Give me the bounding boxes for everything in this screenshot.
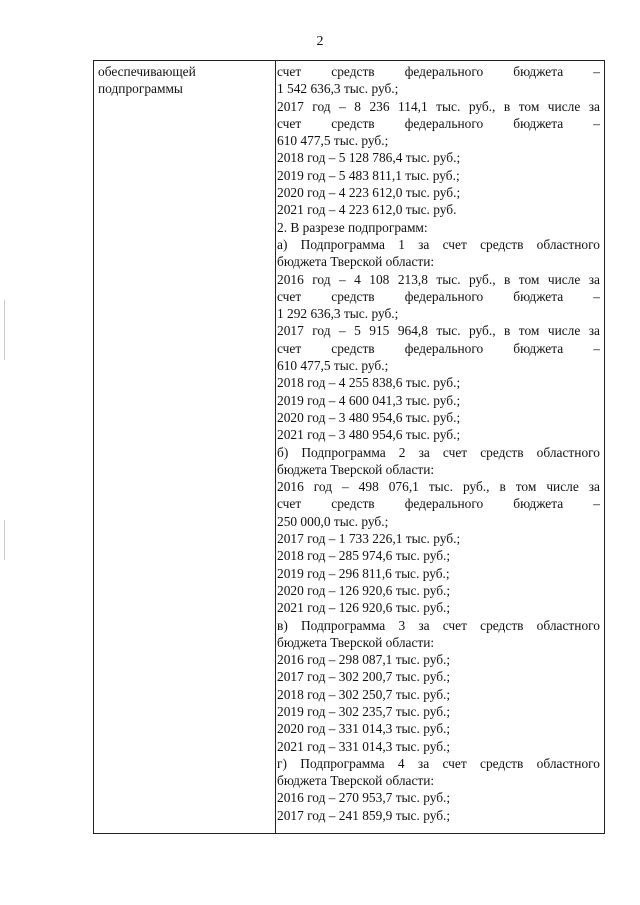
right-cell-line: 2016 год – 298 087,1 тыс. руб.; — [277, 652, 451, 668]
right-cell-line: 2016 год – 270 953,7 тыс. руб.; — [277, 790, 451, 806]
document-table — [93, 60, 605, 834]
right-cell-line: 610 477,5 тыс. руб.; — [277, 358, 389, 374]
right-cell-line: 1 542 636,3 тыс. руб.; — [277, 81, 399, 97]
right-cell-line: счет средств федерального бюджета – — [277, 288, 600, 304]
right-cell-line: 2021 год – 126 920,6 тыс. руб.; — [277, 600, 451, 616]
scan-edge-mark — [4, 300, 5, 360]
right-cell-line: 2020 год – 331 014,3 тыс. руб.; — [277, 721, 451, 737]
right-cell-line: 2. В разрезе подпрограмм: — [277, 219, 428, 235]
right-cell-line: 2021 год – 4 223 612,0 тыс. руб. — [277, 202, 457, 218]
column-divider — [275, 61, 276, 833]
right-cell-line: 2020 год – 126 920,6 тыс. руб.; — [277, 582, 451, 598]
right-cell-line: бюджета Тверской области: — [277, 461, 435, 477]
right-cell-line: счет средств федерального бюджета – — [277, 64, 600, 79]
right-cell-line: счет средств федерального бюджета – — [277, 340, 600, 356]
right-cell-line: 2021 год – 3 480 954,6 тыс. руб.; — [277, 427, 461, 443]
right-cell-line: 2019 год – 4 600 041,3 тыс. руб.; — [277, 392, 461, 408]
right-cell-line: счет средств федерального бюджета – — [277, 115, 600, 131]
right-cell-line: 2017 год – 1 733 226,1 тыс. руб.; — [277, 531, 461, 547]
page-number: 2 — [316, 34, 324, 49]
right-cell-line: б) Подпрограмма 2 за счет средств областного — [277, 444, 600, 460]
right-cell-line: 2017 год – 241 859,9 тыс. руб.; — [277, 807, 451, 823]
right-cell — [277, 63, 600, 824]
right-cell-line: 2018 год – 4 255 838,6 тыс. руб.; — [277, 375, 461, 391]
right-cell-line: 610 477,5 тыс. руб.; — [277, 133, 389, 149]
left-cell-line: обеспечивающей — [98, 64, 196, 79]
right-cell-line: счет средств федерального бюджета – — [277, 496, 600, 512]
left-cell — [94, 63, 275, 98]
right-cell-line: 2016 год – 498 076,1 тыс. руб., в том числе за — [277, 479, 600, 495]
right-cell-line: 2020 год – 3 480 954,6 тыс. руб.; — [277, 409, 461, 425]
right-cell-line: 2017 год – 5 915 964,8 тыс. руб., в том числе за — [277, 323, 600, 339]
right-cell-line: 2018 год – 5 128 786,4 тыс. руб.; — [277, 150, 461, 166]
right-cell-line: бюджета Тверской области: — [277, 634, 435, 650]
right-cell-line: 2019 год – 302 235,7 тыс. руб.; — [277, 703, 451, 719]
right-cell-line: 2019 год – 5 483 811,1 тыс. руб.; — [277, 167, 460, 183]
right-cell-line: 2018 год – 285 974,6 тыс. руб.; — [277, 548, 451, 564]
right-cell-line: 1 292 636,3 тыс. руб.; — [277, 306, 399, 322]
right-cell-line: 2019 год – 296 811,6 тыс. руб.; — [277, 565, 450, 581]
right-cell-line: г) Подпрограмма 4 за счет средств областного — [277, 755, 600, 771]
right-cell-line: 2020 год – 4 223 612,0 тыс. руб.; — [277, 185, 461, 201]
right-cell-line: 2021 год – 331 014,3 тыс. руб.; — [277, 738, 451, 754]
right-cell-line: 250 000,0 тыс. руб.; — [277, 513, 389, 529]
right-cell-line: в) Подпрограмма 3 за счет средств областного — [277, 617, 600, 633]
right-cell-line: бюджета Тверской области: — [277, 254, 435, 270]
right-cell-line: а) Подпрограмма 1 за счет средств областного — [277, 236, 600, 252]
right-cell-line: 2016 год – 4 108 213,8 тыс. руб., в том числе за — [277, 271, 600, 287]
left-cell-line: подпрограммы — [98, 81, 183, 97]
right-cell-line: 2017 год – 8 236 114,1 тыс. руб., в том числе за — [277, 98, 600, 114]
scan-edge-mark — [4, 520, 5, 560]
right-cell-line: 2018 год – 302 250,7 тыс. руб.; — [277, 686, 451, 702]
right-cell-line: бюджета Тверской области: — [277, 773, 435, 789]
right-cell-line: 2017 год – 302 200,7 тыс. руб.; — [277, 669, 451, 685]
